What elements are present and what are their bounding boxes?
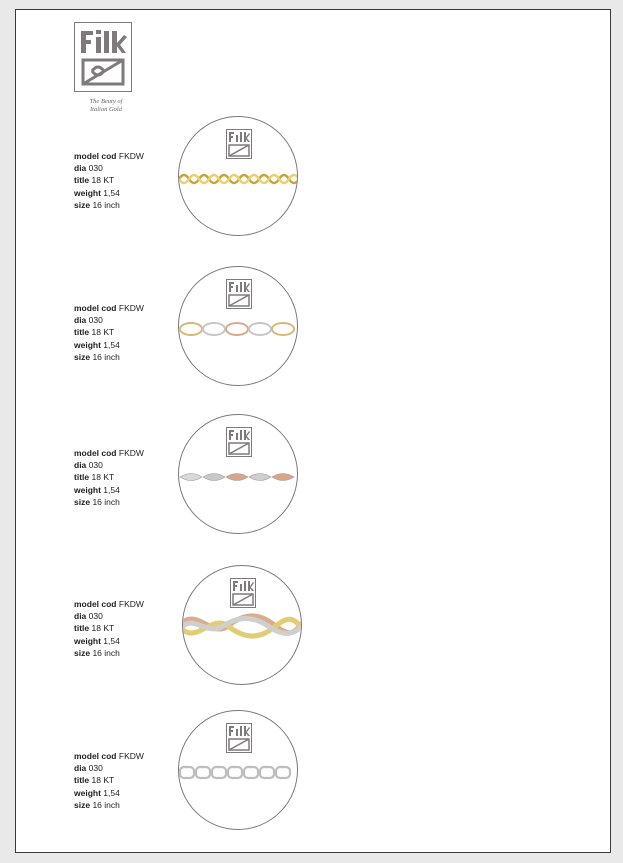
- weight-value: 1,54: [103, 787, 120, 798]
- weight-label: weight: [74, 787, 101, 798]
- oval-link-chain-image: [179, 315, 298, 343]
- product-specs: [74, 302, 144, 363]
- model-label: model cod: [74, 448, 117, 458]
- filk-mini-logo-icon: [226, 129, 252, 159]
- dia-value: 030: [88, 315, 103, 326]
- weight-value: 1,54: [103, 635, 120, 646]
- tagline-line-2: Italian Gold: [90, 106, 122, 113]
- filk-mini-logo-icon: [226, 427, 252, 457]
- size-label: size: [74, 799, 91, 810]
- size-value: 16 inch: [92, 199, 120, 210]
- size-label: size: [74, 496, 91, 507]
- dia-label: dia: [74, 315, 87, 326]
- size-value: 16 inch: [92, 351, 120, 362]
- braided-chain-image: [183, 608, 302, 644]
- weight-label: weight: [74, 484, 101, 495]
- size-label: size: [74, 647, 91, 658]
- dia-label: dia: [74, 611, 87, 622]
- catalog-page: [15, 9, 611, 853]
- filk-mini-logo-icon: [226, 279, 252, 309]
- model-label: model cod: [74, 151, 117, 161]
- product-image-circle: [178, 116, 298, 236]
- title-value: 18 KT: [91, 623, 115, 634]
- title-label: title: [74, 327, 90, 338]
- product-specs: [74, 750, 144, 811]
- weight-value: 1,54: [103, 339, 120, 350]
- product-specs: [74, 150, 144, 211]
- weight-label: weight: [74, 339, 101, 350]
- model-label: model cod: [74, 303, 117, 313]
- title-value: 18 KT: [91, 175, 115, 186]
- product-item: [16, 710, 610, 835]
- dia-label: dia: [74, 460, 87, 471]
- title-label: title: [74, 472, 90, 483]
- dia-value: 030: [88, 763, 103, 774]
- product-specs: [74, 447, 144, 508]
- dia-label: dia: [74, 163, 87, 174]
- weight-label: weight: [74, 635, 101, 646]
- product-image-circle: [178, 266, 298, 386]
- title-label: title: [74, 775, 90, 786]
- model-label: model cod: [74, 751, 117, 761]
- model-value: FKDW: [118, 751, 144, 761]
- dia-label: dia: [74, 763, 87, 774]
- title-label: title: [74, 175, 90, 186]
- size-value: 16 inch: [92, 799, 120, 810]
- dia-value: 030: [88, 460, 103, 471]
- tagline-line-1: The Beuty of: [89, 98, 123, 105]
- product-item: [16, 266, 610, 391]
- brand-logo: [74, 22, 134, 92]
- weight-value: 1,54: [103, 187, 120, 198]
- size-value: 16 inch: [92, 496, 120, 507]
- product-item: [16, 116, 610, 241]
- product-item: [16, 565, 610, 690]
- weight-label: weight: [74, 187, 101, 198]
- filk-logo-icon: [74, 22, 132, 92]
- marquise-chain-image: [179, 463, 298, 491]
- dia-value: 030: [88, 163, 103, 174]
- rolo-chain-image: [179, 759, 298, 787]
- model-label: model cod: [74, 599, 117, 609]
- model-value: FKDW: [118, 599, 144, 609]
- product-item: [16, 414, 610, 539]
- model-value: FKDW: [118, 151, 144, 161]
- brand-tagline: [74, 98, 138, 114]
- size-value: 16 inch: [92, 647, 120, 658]
- filk-mini-logo-icon: [230, 578, 256, 608]
- filk-mini-logo-icon: [226, 723, 252, 753]
- model-value: FKDW: [118, 303, 144, 313]
- product-image-circle: [178, 414, 298, 534]
- title-value: 18 KT: [91, 327, 115, 338]
- curb-chain-image: [179, 165, 298, 193]
- product-specs: [74, 598, 144, 659]
- title-value: 18 KT: [91, 775, 115, 786]
- model-value: FKDW: [118, 448, 144, 458]
- title-value: 18 KT: [91, 472, 115, 483]
- dia-value: 030: [88, 611, 103, 622]
- product-image-circle: [182, 565, 302, 685]
- size-label: size: [74, 351, 91, 362]
- size-label: size: [74, 199, 91, 210]
- weight-value: 1,54: [103, 484, 120, 495]
- product-image-circle: [178, 710, 298, 830]
- title-label: title: [74, 623, 90, 634]
